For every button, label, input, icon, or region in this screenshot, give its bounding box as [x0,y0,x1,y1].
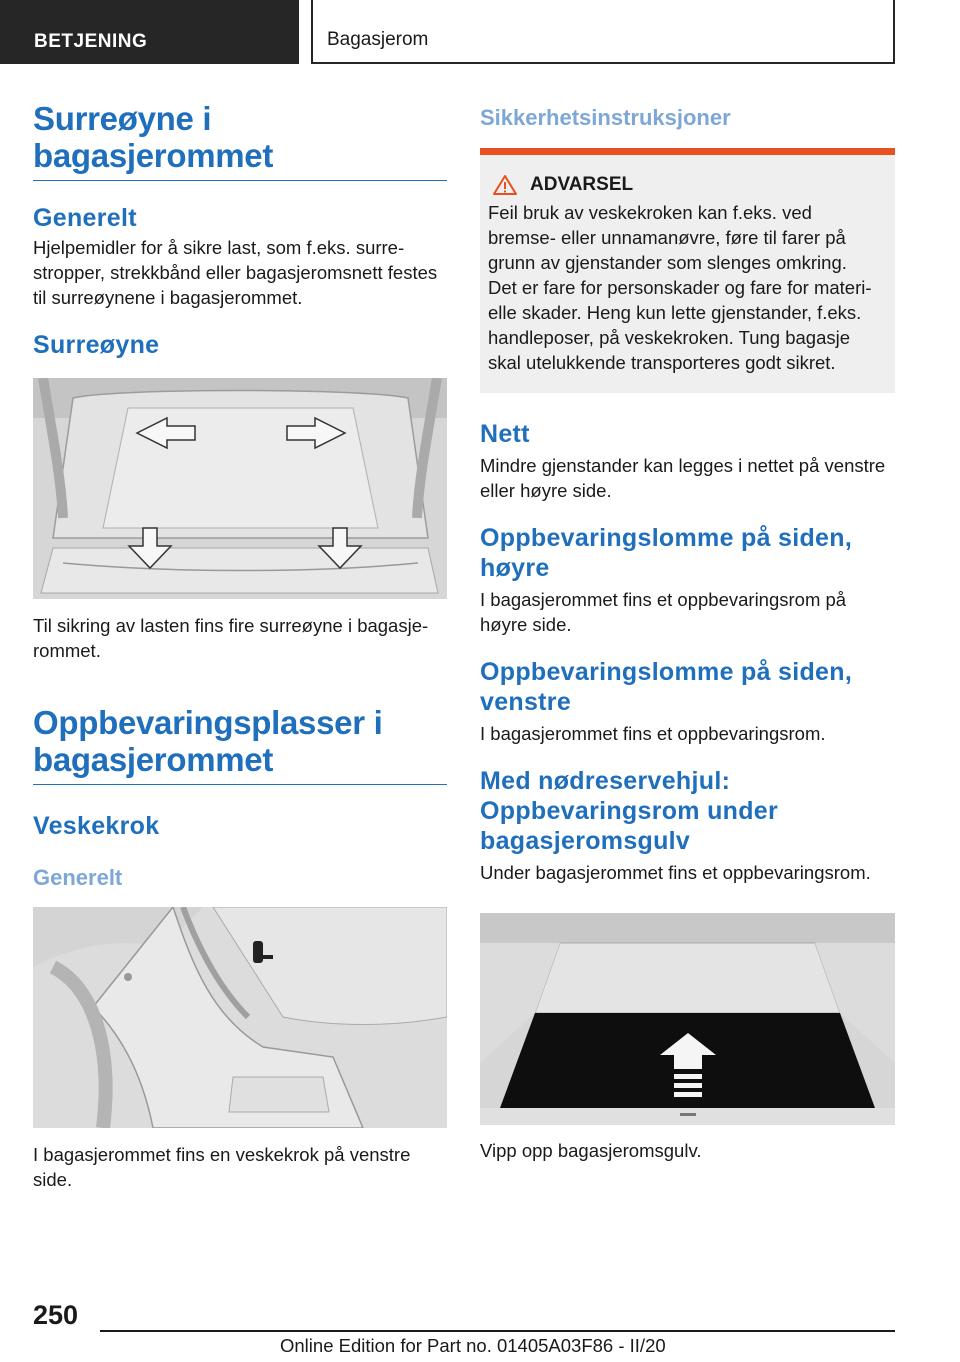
right-column [480,100,895,1163]
warning-box [480,155,895,393]
floor-panel-illustration [480,913,895,1125]
heading-generelt: Generelt [33,204,137,232]
heading-spare-wheel: Med nødreservehjul: Oppbevaringsrom under bagasjeromsgulv [480,767,779,855]
paragraph-spare-wheel: Under bagasjerommet fins et oppbevaringsrom. [480,862,871,883]
page-number: 250 [33,1300,79,1330]
paragraph-nett: Mindre gjenstander kan legges i nettet på venstre eller høyre side. [480,455,886,501]
warning-text: Feil bruk av veskekroken kan f.eks. ved bremse- eller unnamanøvre, føre til farer på grunn av gjenstander som slenges omkring. Det er fare for personskader og fare for materielle skader. Heng kun lette gjenstander, f.eks. handleposer, på veskekroken. Tung bagasje skal utelukkende transporteres godt sikret. [488,202,872,373]
heading-surreoyne: Surreøyne [33,331,160,359]
section-title-storage: Oppbevaringsplasser i bagasjerommet [33,704,447,785]
heading-veskekrok: Veskekrok [33,812,160,840]
paragraph-pocket-left: I bagasjerommet fins et oppbevaringsrom. [480,723,826,744]
bag-hook-illustration [33,907,447,1128]
caption-bag-hook: I bagasjerommet fins en veskekrok på venstre side. [33,1144,411,1190]
warning-bar [480,148,895,155]
floor-panel-image [480,913,895,1125]
heading-sikkerhet: Sikkerhetsinstruksjoner [480,105,731,130]
section-tab: BETJENING [0,0,299,64]
bag-hook-image [33,907,447,1128]
left-column [33,100,447,1192]
footer-edition: Online Edition for Part no. 01405A03F86 - II/20 [280,1335,666,1356]
paragraph-generelt: Hjelpemidler for å sikre last, som f.eks. surrestropper, strekkbånd eller bagasjeromsnett festes til surreøynene i bagasjerommet. [33,237,438,308]
heading-pocket-left: Oppbevaringslomme på siden, venstre [480,658,853,716]
section-title-tie-downs: Surreøyne i bagasjerommet [33,100,447,181]
paragraph-pocket-right: I bagasjerommet fins et oppbevaringsrom på høyre side. [480,589,847,635]
tie-down-eyes-image [33,378,447,599]
warning-triangle-icon [492,174,518,196]
chapter-tab: Bagasjerom [311,0,895,64]
tie-down-eyes-illustration [33,378,447,599]
heading-nett: Nett [480,420,530,448]
subheading-generelt: Generelt [33,865,123,890]
caption-floor-panel: Vipp opp bagasjeromsgulv. [480,1140,702,1161]
caption-tie-down-eyes: Til sikring av lasten fins fire surreøyne i bagasjerommet. [33,615,429,661]
warning-header [492,174,879,196]
heading-pocket-right: Oppbevaringslomme på siden, høyre [480,524,853,582]
warning-title: ADVARSEL [530,174,634,195]
footer-divider [100,1330,895,1332]
